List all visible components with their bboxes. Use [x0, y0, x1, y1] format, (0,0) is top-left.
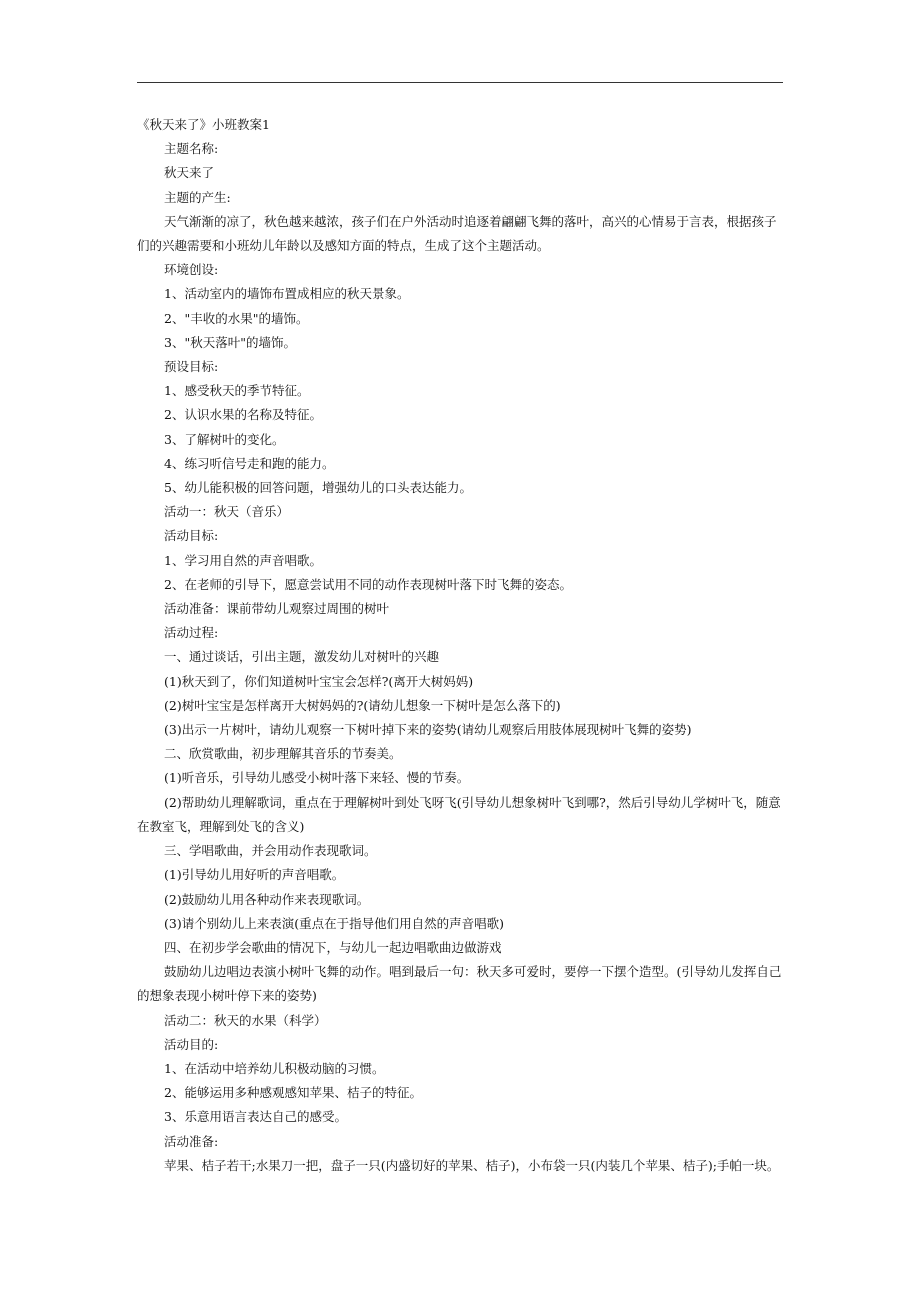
paragraph: (1)引导幼儿用好听的声音唱歌。	[164, 867, 345, 883]
paragraph: (1)秋天到了，你们知道树叶宝宝会怎样?(离开大树妈妈)	[164, 673, 474, 689]
paragraph: 2、认识水果的名称及特征。	[164, 407, 322, 423]
paragraph: (3)请个别幼儿上来表演(重点在于指导他们用自然的声音唱歌)	[164, 915, 504, 931]
paragraph: 主题的产生:	[164, 189, 231, 205]
paragraph: 一、通过谈话，引出主题，激发幼儿对树叶的兴趣	[164, 649, 440, 665]
header-rule	[137, 82, 783, 83]
paragraph: 活动准备：课前带幼儿观察过周围的树叶	[164, 601, 390, 617]
paragraph: 主题名称:	[164, 141, 219, 157]
paragraph: 1、学习用自然的声音唱歌。	[164, 552, 322, 568]
paragraph: 4、练习听信号走和跑的能力。	[164, 455, 335, 471]
paragraph: 3、乐意用语言表达自己的感受。	[164, 1109, 347, 1125]
paragraph: 三、学唱歌曲，并会用动作表现歌词。	[164, 843, 377, 859]
paragraph: 3、"秋天落叶"的墙饰。	[164, 334, 296, 350]
paragraph: 2、在老师的引导下，愿意尝试用不同的动作表现树叶落下时飞舞的姿态。	[164, 576, 572, 592]
paragraph: 天气渐渐的凉了，秋色越来越浓，孩子们在户外活动时追逐着翩翩飞舞的落叶，高兴的心情易于言表，根据孩子们的兴趣需要和小班幼儿年龄以及感知方面的特点，生成了这个主题活动。	[137, 213, 777, 254]
paragraph: 活动过程:	[164, 625, 219, 641]
paragraph: 环境创设:	[164, 262, 219, 278]
paragraph: 5、幼儿能积极的回答问题，增强幼儿的口头表达能力。	[164, 480, 472, 496]
paragraph: (2)鼓励幼儿用各种动作来表现歌词。	[164, 891, 370, 907]
paragraph: 活动一：秋天（音乐）	[164, 504, 290, 520]
paragraph: (1)听音乐，引导幼儿感受小树叶落下来轻、慢的节奏。	[164, 770, 470, 786]
paragraph: (3)出示一片树叶，请幼儿观察一下树叶掉下来的姿势(请幼儿观察后用肢体展现树叶飞舞的姿势)	[164, 722, 692, 738]
paragraph: 二、欣赏歌曲，初步理解其音乐的节奏美。	[164, 746, 402, 762]
paragraph: (2)树叶宝宝是怎样离开大树妈妈的?(请幼儿想象一下树叶是怎么落下的)	[164, 697, 561, 713]
paragraph: 活动目标:	[164, 528, 219, 544]
paragraph: 四、在初步学会歌曲的情况下，与幼儿一起边唱歌曲边做游戏	[164, 939, 502, 955]
document-title: 《秋天来了》小班教案1	[137, 117, 270, 132]
paragraph: 1、在活动中培养幼儿积极动脑的习惯。	[164, 1060, 385, 1076]
paragraph: 活动二：秋天的水果（科学）	[164, 1012, 327, 1028]
paragraph: 预设目标:	[164, 359, 219, 375]
paragraph: 活动准备:	[164, 1133, 219, 1149]
paragraph: 1、感受秋天的季节特征。	[164, 383, 310, 399]
paragraph: 秋天来了	[164, 165, 215, 181]
paragraph: 鼓励幼儿边唱边表演小树叶飞舞的动作。唱到最后一句：秋天多可爱时，要停一下摆个造型。(引导幼儿发挥自己的想象表现小树叶停下来的姿势)	[137, 964, 782, 1004]
paragraph: 2、能够运用多种感观感知苹果、桔子的特征。	[164, 1085, 422, 1101]
paragraph: 3、了解树叶的变化。	[164, 431, 285, 447]
paragraph: 苹果、桔子若干;水果刀一把，盘子一只(内盛切好的苹果、桔子)，小布袋一只(内装几个苹果、桔子);手帕一块。	[164, 1157, 780, 1173]
paragraph: (2)帮助幼儿理解歌词，重点在于理解树叶到处飞呀飞(引导幼儿想象树叶飞到哪?，然后引导幼儿学树叶飞，随意在教室飞，理解到处飞的含义)	[137, 794, 781, 834]
paragraph: 活动目的:	[164, 1036, 219, 1052]
document-body	[137, 113, 783, 1178]
paragraph: 2、"丰收的水果"的墙饰。	[164, 310, 309, 326]
paragraph: 1、活动室内的墙饰布置成相应的秋天景象。	[164, 286, 410, 302]
